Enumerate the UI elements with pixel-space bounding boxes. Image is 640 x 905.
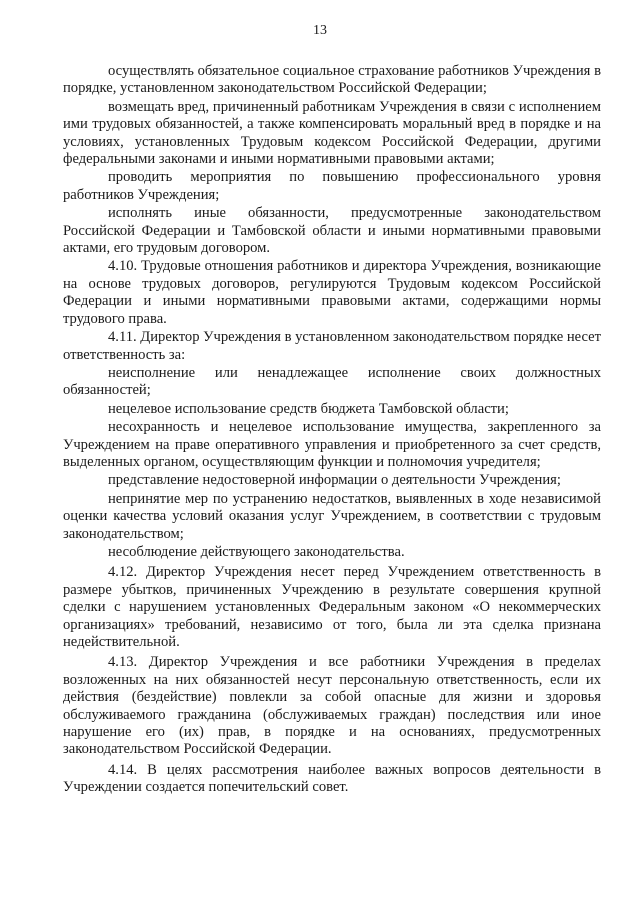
paragraph-insurance: осуществлять обязательное социальное страхование работников Учреждения в порядке, установленном законодательством Российской Федерации; — [63, 63, 601, 97]
paragraph-4-10: 4.10. Трудовые отношения работников и директора Учреждения, возникающие на основе трудовых договоров, регулируются Трудовым кодексом Российской Федерации и иными нормативными правовыми актами, содержащими нормы трудового права. — [63, 258, 601, 327]
paragraph-noncompliance: несоблюдение действующего законодательства. — [108, 543, 405, 560]
page-number: 13 — [313, 23, 327, 38]
document-body — [63, 63, 601, 797]
paragraph-training: проводить мероприятия по повышению профессионального уровня работников Учреждения; — [63, 169, 601, 203]
paragraph-false-info: представление недостоверной информации о деятельности Учреждения; — [108, 472, 561, 489]
paragraph-property: несохранность и нецелевое использование имущества, закрепленного за Учреждением на праве оперативного управления и приобретенного за счет средств, выделенных органом, осуществляющим функции и полномочия учредителя; — [63, 419, 601, 470]
paragraph-budget-misuse: нецелевое использование средств бюджета Тамбовской области; — [108, 400, 509, 417]
paragraph-4-11: 4.11. Директор Учреждения в установленном законодательством порядке несет ответственность за: — [63, 329, 602, 363]
paragraph-nonperformance: неисполнение или ненадлежащее исполнение своих должностных обязанностей; — [63, 364, 601, 399]
paragraph-4-12: 4.12. Директор Учреждения несет перед Учреждением ответственность в размере убытков, причиненных Учреждению в результате совершения крупной сделки с нарушением установленных Федеральным законом «О некоммерческих организациях» требований, независимо от того, была ли эта сделка признана недействительной. — [63, 564, 601, 650]
paragraph-4-14: 4.14. В целях рассмотрения наиболее важных вопросов деятельности в Учреждении создается попечительский совет. — [63, 761, 601, 796]
paragraph-compensation: возмещать вред, причиненный работникам Учреждения в связи с исполнением ими трудовых обязанностей, а также компенсировать моральный вред в порядке и на условиях, установленных Трудовым кодексом Российской Федерации, другими федеральными законами и иными нормативными правовыми актами; — [63, 98, 601, 168]
paragraph-4-13: 4.13. Директор Учреждения и все работники Учреждения в пределах возложенных на них обязанностей несут персональную ответственность, если их действия (бездействие) повлекли за собой опасные для жизни и здоровья обслуживаемого гражданина (обслуживаемых граждан) последствия или иное нарушение его (их) прав, в порядке и на основаниях, предусмотренных законодательством Российской Федерации. — [63, 654, 601, 758]
paragraph-other-duties: исполнять иные обязанности, предусмотренные законодательством Российской Федерации и Тамбовской области и иными нормативными правовыми актами, его трудовым договором. — [63, 205, 601, 257]
paragraph-deficiencies: непринятие мер по устранению недостатков, выявленных в ходе независимой оценки качества условий оказания услуг Учреждением, в соответствии с трудовым законодательством; — [63, 490, 601, 542]
